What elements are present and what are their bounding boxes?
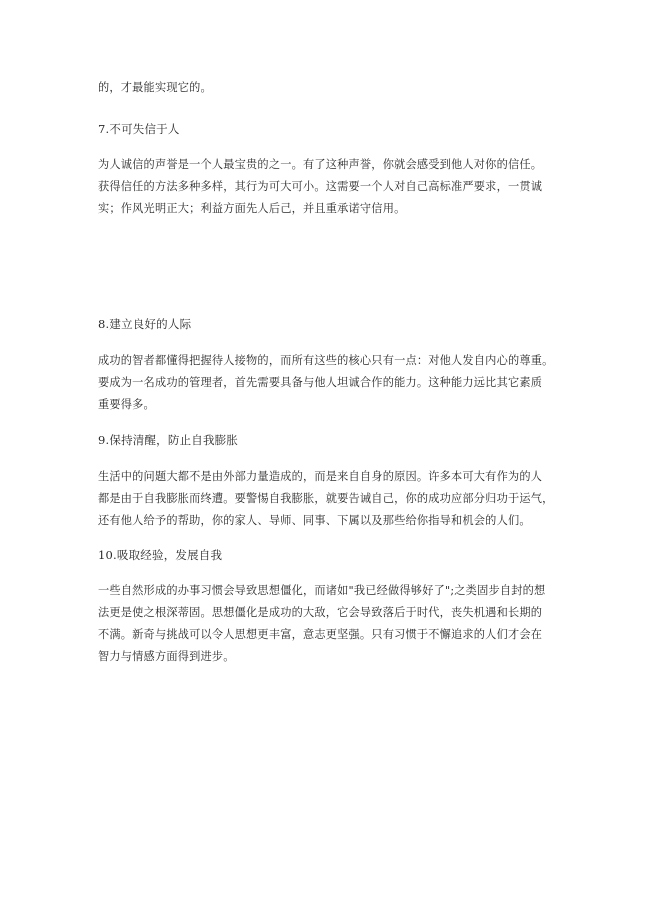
paragraph-line: 智力与情感方面得到进步。 [98,650,235,663]
section-10-paragraph [98,580,568,668]
section-9-paragraph [98,466,568,532]
section-7-paragraph [98,154,568,220]
paragraph-line: 获得信任的方法多种多样，其行为可大可小。这需要一个人对自己高标准严要求，一贯诚 [98,180,543,193]
paragraph-line: 重要得多。 [98,398,155,411]
section-10-heading: 10.吸取经验，发展自我 [98,548,223,562]
paragraph-line: 要成为一名成功的管理者，首先需要具备与他人坦诚合作的能力。这种能力远比其它素质 [98,376,543,389]
paragraph-line: 实；作风光明正大；利益方面先人后己，并且重承诺守信用。 [98,202,406,215]
paragraph-line: 一些自然形成的办事习惯会导致思想僵化，而诸如"我已经做得够好了";之类固步自封的想 [98,584,546,597]
section-8-heading: 8.建立良好的人际 [98,317,192,331]
paragraph-line: 的，才最能实现它的。 [98,81,212,94]
paragraph-line: 成功的智者都懂得把握待人接物的，而所有这些的核心只有一点：对他人发自内心的尊重。 [98,354,554,367]
paragraph-line: 不满。新奇与挑战可以令人思想更丰富，意志更坚强。只有习惯于不懈追求的人们才会在 [98,628,543,641]
paragraph-line: 都是由于自我膨胀而终遭。要警惕自我膨胀，就要告诫自己，你的成功应部分归功于运气， [98,492,554,505]
paragraph-line: 为人诚信的声誉是一个人最宝贵的之一。有了这种声誉，你就会感受到他人对你的信任。 [98,158,543,171]
section-8-paragraph [98,350,568,416]
paragraph-line: 还有他人给予的帮助，你的家人、导师、同事、下属以及那些给你指导和机会的人们。 [98,514,531,527]
section-7-heading: 7.不可失信于人 [98,122,180,136]
paragraph-line: 生活中的问题大都不是由外部力量造成的，而是来自自身的原因。许多本可大有作为的人 [98,470,543,483]
paragraph-line: 法更是使之根深蒂固。思想僵化是成功的大敌，它会导致落后于时代，丧失机遇和长期的 [98,606,543,619]
intro-tail-paragraph [98,77,568,99]
section-9-heading: 9.保持清醒，防止自我膨胀 [98,433,239,447]
